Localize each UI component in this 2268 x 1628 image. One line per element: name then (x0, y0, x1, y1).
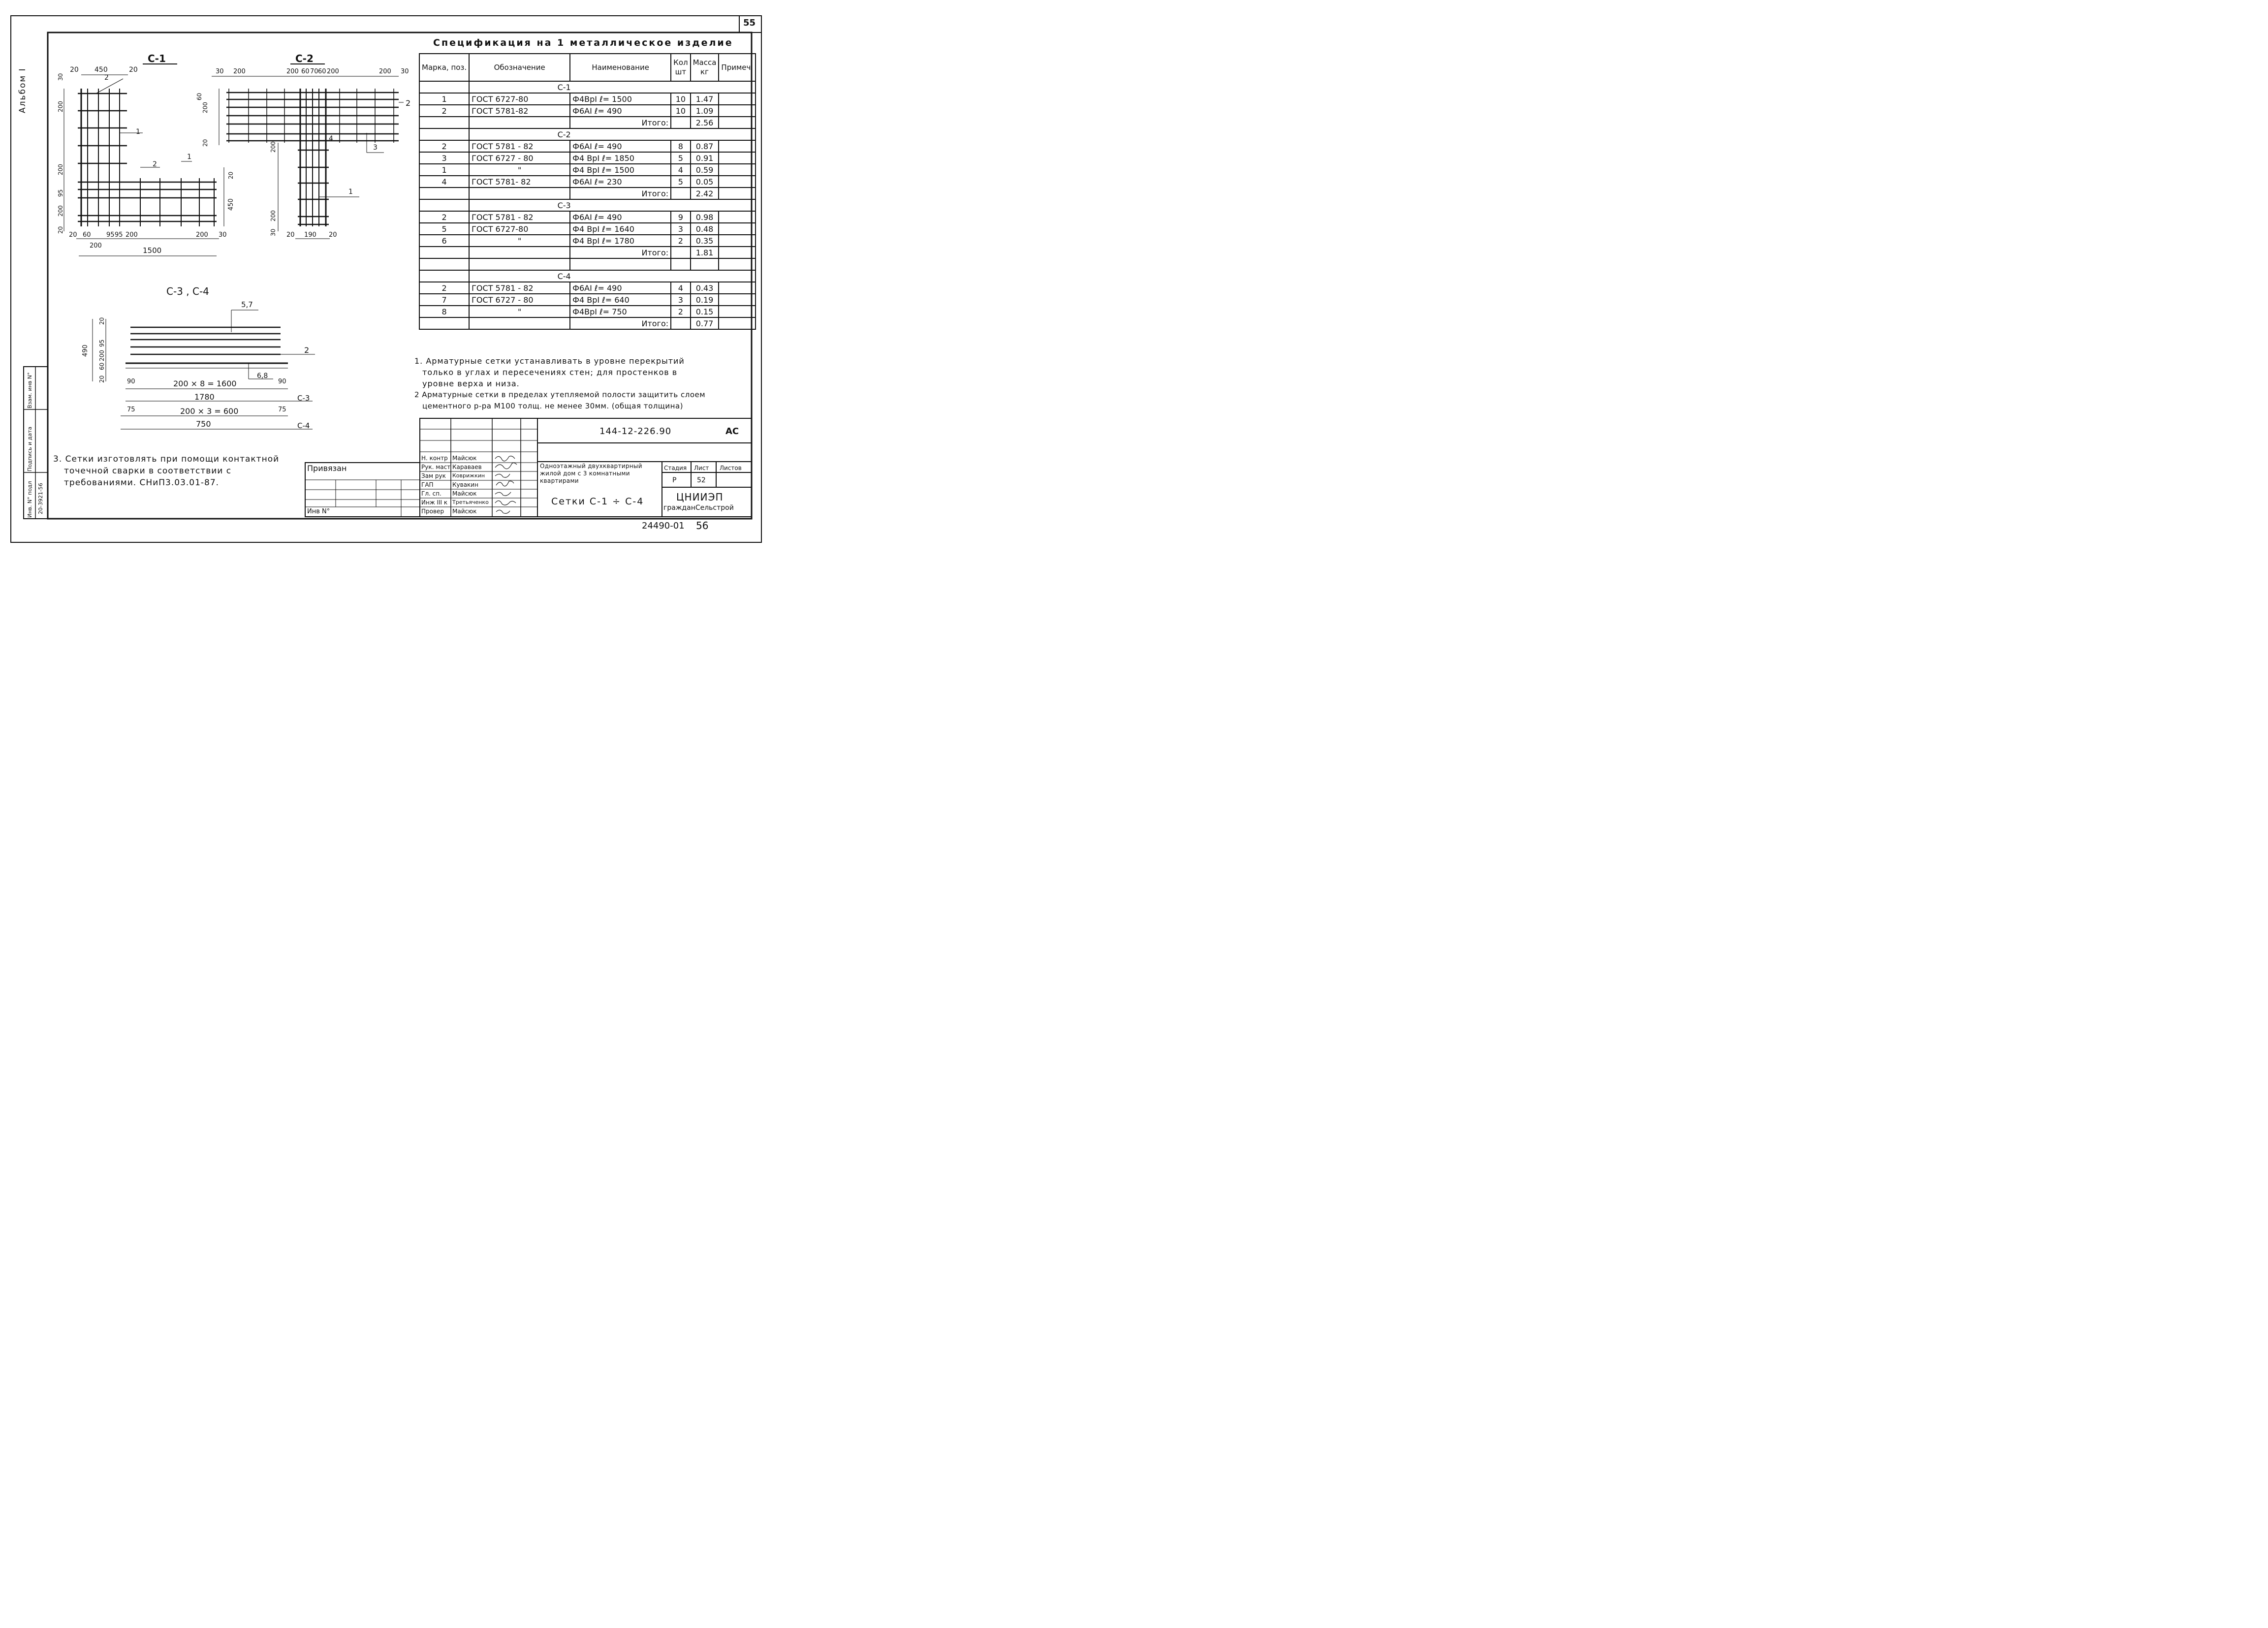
section-name: С-4 (469, 270, 756, 282)
doc: ГОСТ 5781-82 (469, 105, 570, 117)
total-value: 2.56 (691, 117, 719, 128)
item: Ф4 ВрI ℓ= 1780 (570, 235, 671, 247)
pos: 2 (419, 140, 469, 152)
pos: 2 (419, 211, 469, 223)
pos: 2 (419, 282, 469, 294)
name-3: Коврижкин (452, 472, 485, 479)
c34-dim-90a: 90 (127, 378, 135, 385)
c1-dim-left-30: 30 (57, 73, 64, 81)
mass: 0.15 (691, 306, 719, 317)
total-label: Итого: (570, 317, 671, 329)
note-1-line-2: только в углах и пересечениях стен; для простенков в (422, 368, 678, 377)
qty: 9 (671, 211, 690, 223)
c1-dim-bot-200b: 200 (196, 231, 208, 239)
object-name: Одноэтажный двухквартирный жилой дом с 3 комнатными квартирами (540, 463, 642, 484)
c2-dim-left-200: 200 (202, 102, 209, 113)
c34-dim-1780: 1780 (194, 392, 215, 402)
doc: ГОСТ 5781 - 82 (469, 211, 570, 223)
doc: " (469, 164, 570, 176)
mass: 0.87 (691, 140, 719, 152)
privyazan-label: Привязан (307, 464, 347, 473)
c2-dim-top-70: 70 (310, 68, 318, 75)
note-1-line-3: уровне верха и низа. (422, 379, 520, 388)
mass: 1.09 (691, 105, 719, 117)
c2-dim-top-60a: 60 (301, 68, 310, 75)
name-4: Кувакин (452, 481, 478, 488)
c1-dim-left-200b: 200 (57, 164, 64, 175)
c1-dim-bot-30: 30 (219, 231, 227, 239)
c34-mark-c4: С-4 (297, 421, 310, 430)
doc-code: 144-12-226.90 (599, 426, 672, 437)
c2-dim-left-60: 60 (196, 93, 203, 100)
c2-dim-bot-20a: 20 (286, 231, 295, 239)
note-3-line-3: требованиями. СНиП3.03.01-87. (64, 478, 220, 488)
pos: 4 (419, 176, 469, 188)
total-label: Итого: (570, 188, 671, 199)
qty: 5 (671, 152, 690, 164)
item: Ф6АI ℓ= 230 (570, 176, 671, 188)
c1-dim-200: 200 (90, 242, 102, 250)
item: Ф4 ВрI ℓ= 1850 (570, 152, 671, 164)
pos: 7 (419, 294, 469, 306)
c1-dim-left-200c: 200 (57, 205, 64, 217)
item: Ф4ВрI ℓ= 1500 (570, 93, 671, 105)
stage-value: Р (672, 476, 677, 484)
pos: 5 (419, 223, 469, 235)
c1-callout-2b: 2 (153, 160, 157, 168)
c2-dim-top-30a: 30 (216, 68, 224, 75)
c2-dim-left-20: 20 (202, 139, 209, 147)
spec-title: Спецификация на 1 металлическое изделие (433, 37, 733, 48)
total-label: Итого: (570, 247, 671, 258)
sheet-value: 52 (697, 476, 706, 484)
c1-dim-bot-95b: 95 (115, 231, 123, 239)
c1-callout-1b: 1 (187, 153, 191, 161)
c34-mark-c3: С-3 (297, 394, 310, 403)
c1-dim-right-450: 450 (227, 198, 235, 211)
section-name: С-1 (469, 81, 756, 93)
col-mass: Масса кг (691, 54, 719, 81)
qty: 10 (671, 105, 690, 117)
pos: 1 (419, 164, 469, 176)
org-name-2: гражданСельстрой (663, 504, 734, 512)
mass: 0.19 (691, 294, 719, 306)
item: Ф6АI ℓ= 490 (570, 140, 671, 152)
c2-dim-top-60b: 60 (318, 68, 326, 75)
role-6: Инж III к (421, 499, 448, 506)
note-1-line-1: 1. Арматурные сетки устанавливать в уровне перекрытий (414, 356, 685, 366)
item: Ф6АI ℓ= 490 (570, 211, 671, 223)
item: Ф6АI ℓ= 490 (570, 105, 671, 117)
mass: 0.98 (691, 211, 719, 223)
qty: 2 (671, 306, 690, 317)
pos: 3 (419, 152, 469, 164)
c2-dim-lower-30: 30 (270, 228, 277, 236)
doc: ГОСТ 5781 - 82 (469, 282, 570, 294)
c1-dim-top-20a: 20 (70, 66, 79, 74)
name-7: Майсюк (452, 508, 477, 515)
c34-label: С-3 , С-4 (166, 285, 209, 297)
c34-dim-750: 750 (196, 419, 211, 429)
c2-dim-top-200c: 200 (327, 68, 339, 75)
role-3: Зам рук (421, 472, 446, 479)
c2-dim-top-200a: 200 (233, 68, 246, 75)
note-2-line-1: 2 Арматурные сетки в пределах утепляемой полости защитить слоем (414, 390, 706, 399)
c1-dim-1500: 1500 (143, 246, 162, 255)
qty: 3 (671, 294, 690, 306)
name-2: Караваев (452, 464, 482, 470)
c1-dim-bot-200a: 200 (126, 231, 138, 239)
doc: ГОСТ 6727-80 (469, 93, 570, 105)
name-5: Майсюк (452, 490, 477, 497)
role-4: ГАП (421, 481, 434, 488)
side-number: 20-3921-56 (37, 483, 44, 514)
c1-dim-left-95: 95 (57, 189, 64, 197)
section-name: С-3 (469, 199, 756, 211)
mass: 0.43 (691, 282, 719, 294)
name-6: Третьяченко (452, 499, 489, 505)
role-1: Н. контр (421, 455, 448, 462)
c2-label: С-2 (295, 53, 314, 64)
qty: 4 (671, 282, 690, 294)
c1-dim-bot-20: 20 (69, 231, 77, 239)
drawing-title: Сетки С-1 ÷ С-4 (551, 496, 644, 507)
sheet-label: Лист (694, 465, 709, 471)
page-number: 55 (743, 18, 756, 28)
item: Ф6АI ℓ= 490 (570, 282, 671, 294)
side-vzam-label: Взам. инв N° (27, 372, 33, 408)
c34-dim-95: 95 (98, 339, 105, 347)
mass: 0.48 (691, 223, 719, 235)
section-name: С-2 (469, 128, 756, 140)
c1-label: С-1 (148, 53, 166, 64)
doc: ГОСТ 6727 - 80 (469, 294, 570, 306)
name-1: Майсюк (452, 455, 477, 462)
c1-dim-bot-95a: 95 (106, 231, 115, 239)
mass: 1.47 (691, 93, 719, 105)
doc: ГОСТ 6727-80 (469, 223, 570, 235)
inv-label: Инв N° (307, 508, 330, 515)
c1-dim-top-450: 450 (94, 66, 108, 74)
c34-dim-60: 60 (98, 362, 105, 370)
sheets-label: Листов (720, 465, 742, 471)
signature-marks (493, 453, 521, 517)
qty: 8 (671, 140, 690, 152)
c2-dim-lower-200a: 200 (270, 141, 277, 153)
pos: 1 (419, 93, 469, 105)
c34-dim-75b: 75 (278, 406, 286, 413)
pos: 6 (419, 235, 469, 247)
qty: 2 (671, 235, 690, 247)
mass: 0.35 (691, 235, 719, 247)
col-qty: Кол шт (671, 54, 690, 81)
qty: 3 (671, 223, 690, 235)
col-designation: Обозначение (469, 54, 570, 81)
pos: 2 (419, 105, 469, 117)
total-label: Итого: (570, 117, 671, 128)
mass: 0.91 (691, 152, 719, 164)
col-mark: Марка, поз. (419, 54, 469, 81)
album-label: Альбом I (18, 67, 28, 113)
c34-callout-57: 5,7 (241, 300, 253, 309)
c2-callout-3: 3 (373, 144, 378, 152)
role-5: Гл. сп. (421, 490, 441, 497)
note-3-line-1: 3. Сетки изготовлять при помощи контактной (53, 454, 280, 464)
doc: ГОСТ 6727 - 80 (469, 152, 570, 164)
c2-callout-2: 2 (406, 98, 411, 108)
c2-dim-top-200d: 200 (379, 68, 391, 75)
c34-dim-1600: 200 × 8 = 1600 (173, 379, 237, 388)
stage-label: Стадия (664, 465, 687, 471)
footer-page: 56 (696, 520, 709, 532)
c2-dim-top-200b: 200 (286, 68, 299, 75)
note-3-line-2: точечной сварки в соответствии с (64, 466, 232, 476)
c2-dim-lower-200b: 200 (270, 210, 277, 221)
c2-dim-top-30b: 30 (401, 68, 409, 75)
c1-dim-left-200a: 200 (57, 101, 64, 112)
col-note: Примеч. (719, 54, 756, 81)
item: Ф4 ВрI ℓ= 1500 (570, 164, 671, 176)
total-value: 0.77 (691, 317, 719, 329)
c34-dim-490: 490 (82, 344, 89, 357)
col-name: Наименование (570, 54, 671, 81)
mass: 0.05 (691, 176, 719, 188)
qty: 10 (671, 93, 690, 105)
c2-callout-1: 1 (348, 188, 353, 196)
item: Ф4ВрI ℓ= 750 (570, 306, 671, 317)
item: Ф4 ВрI ℓ= 640 (570, 294, 671, 306)
qty: 5 (671, 176, 690, 188)
role-2: Рук. маст (421, 464, 451, 470)
c1-dim-left-20: 20 (57, 226, 64, 234)
c34-dim-90b: 90 (278, 378, 286, 385)
c1-dim-right-20: 20 (227, 171, 234, 179)
mass: 0.59 (691, 164, 719, 176)
c1-dim-top-20b: 20 (129, 66, 138, 74)
note-2-line-2: цементного р-ра М100 толщ. не менее 30мм. (общая толщина) (422, 402, 684, 410)
qty: 4 (671, 164, 690, 176)
c34-dim-600: 200 × 3 = 600 (180, 407, 239, 416)
c34-callout-2: 2 (304, 345, 310, 355)
c2-dim-bot-20b: 20 (329, 231, 337, 239)
doc: ГОСТ 5781- 82 (469, 176, 570, 188)
doc: " (469, 235, 570, 247)
c1-callout-1a: 1 (136, 128, 140, 136)
pos: 8 (419, 306, 469, 317)
c2-callout-4: 4 (329, 135, 333, 143)
doc: ГОСТ 5781 - 82 (469, 140, 570, 152)
c34-dim-75a: 75 (127, 406, 135, 413)
doc: " (469, 306, 570, 317)
org-name-1: ЦНИИЭП (676, 491, 724, 503)
side-sign-label: Подпись и дата (27, 426, 33, 471)
c34-callout-68: 6,8 (257, 372, 268, 380)
item: Ф4 ВрI ℓ= 1640 (570, 223, 671, 235)
c34-dim-20b: 20 (98, 375, 105, 383)
total-value: 2.42 (691, 188, 719, 199)
c1-dim-bot-60: 60 (83, 231, 91, 239)
c2-dim-bot-190: 190 (304, 231, 316, 239)
c34-dim-200: 200 (98, 350, 105, 361)
doc-mark: АС (725, 426, 739, 437)
footer-code: 24490-01 (642, 521, 685, 531)
side-inv-label: Инв. N° подл (27, 481, 33, 518)
c1-callout-2a: 2 (104, 74, 109, 82)
role-7: Провер (421, 508, 444, 515)
c34-dim-20a: 20 (98, 317, 105, 325)
total-value: 1.81 (691, 247, 719, 258)
